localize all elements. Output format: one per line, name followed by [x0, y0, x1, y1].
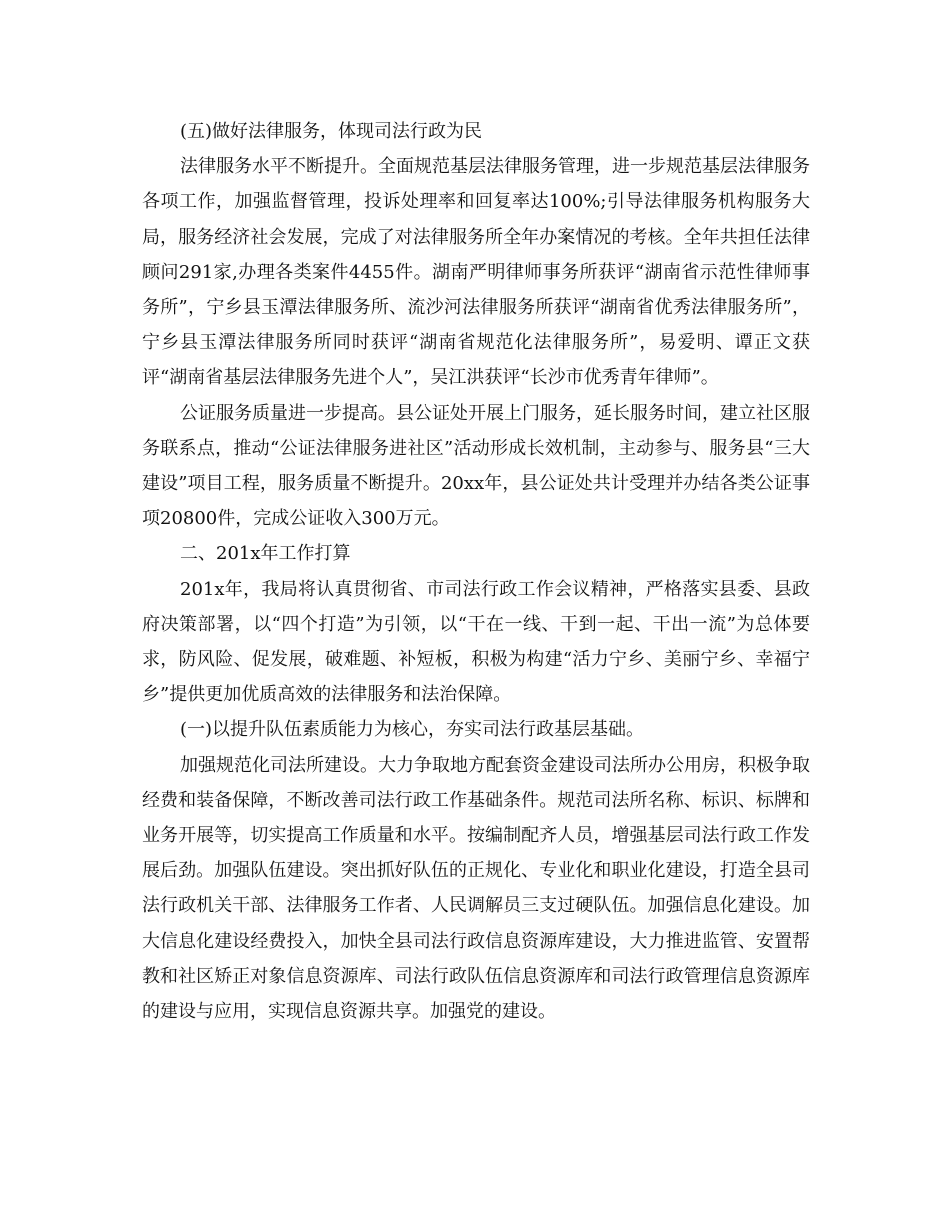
section-heading-legal-services: (五)做好法律服务，体现司法行政为民 — [180, 121, 483, 142]
paragraph-judicial-office-construction: 加强规范化司法所建设。大力争取地方配套资金建设司法所办公用房，积极争取经费和装备保障，不断改善司法行政工作基础条件。规范司法所名称、标识、标牌和业务开展等，切实提高工作质量和水平。按编制配齐人员，增强基层司法行政工作发展后劲。加强队伍建设。突出抓好队伍的正规化、专业化和职业化建设，打造全县司法行政机关干部、法律服务工作者、人民调解员三支过硬队伍。加强信息化建设。加大信息化建设经费投入，加快全县司法行政信息资源库建设，大力推进监管、安置帮教和社区矫正对象信息资源库、司法行政队伍信息资源库和司法行政管理信息资源库的建设与应用，实现信息资源共享。加强党的建设。 — [142, 754, 810, 1023]
paragraph-legal-service-level: 法律服务水平不断提升。全面规范基层法律服务管理，进一步规范基层法律服务各项工作，加强监督管理，投诉处理率和回复率达100%;引导法律服务机构服务大局，服务经济社会发展，完成了对法律服务所全年办案情况的考核。全年共担任法律顾问291家,办理各类案件4455件。湖南严明律师事务所获评“湖南省示范性律师事务所”，宁乡县玉潭法律服务所、流沙河法律服务所获评“湖南省优秀法律服务所”，宁乡县玉潭法律服务所同时获评“湖南省规范化法律服务所”，易爱明、谭正文获评“湖南省基层法律服务先进个人”，吴江洪获评“长沙市优秀青年律师”。 — [142, 156, 810, 389]
paragraph-work-plan-intro: 201x年，我局将认真贯彻省、市司法行政工作会议精神，严格落实县委、县政府决策部署，以“四个打造”为引领，以“干在一线、干到一起、干出一流”为总体要求，防风险、促发展，破难题、补短板，积极为构建“活力宁乡、美丽宁乡、幸福宁乡”提供更加优质高效的法律服务和法治保障。 — [142, 578, 810, 706]
paragraph-notary-service: 公证服务质量进一步提高。县公证处开展上门服务，延长服务时间，建立社区服务联系点，推动“公证法律服务进社区”活动形成长效机制，主动参与、服务县“三大建设”项目工程，服务质量不断提升。20xx年，县公证处共计受理并办结各类公证事项20800件，完成公证收入300万元。 — [142, 402, 810, 530]
section-heading-work-plan: 二、201x年工作打算 — [180, 543, 351, 565]
document-body — [142, 114, 810, 1029]
section-heading-team-quality: (一)以提升队伍素质能力为核心，夯实司法行政基层基础。 — [180, 719, 645, 741]
